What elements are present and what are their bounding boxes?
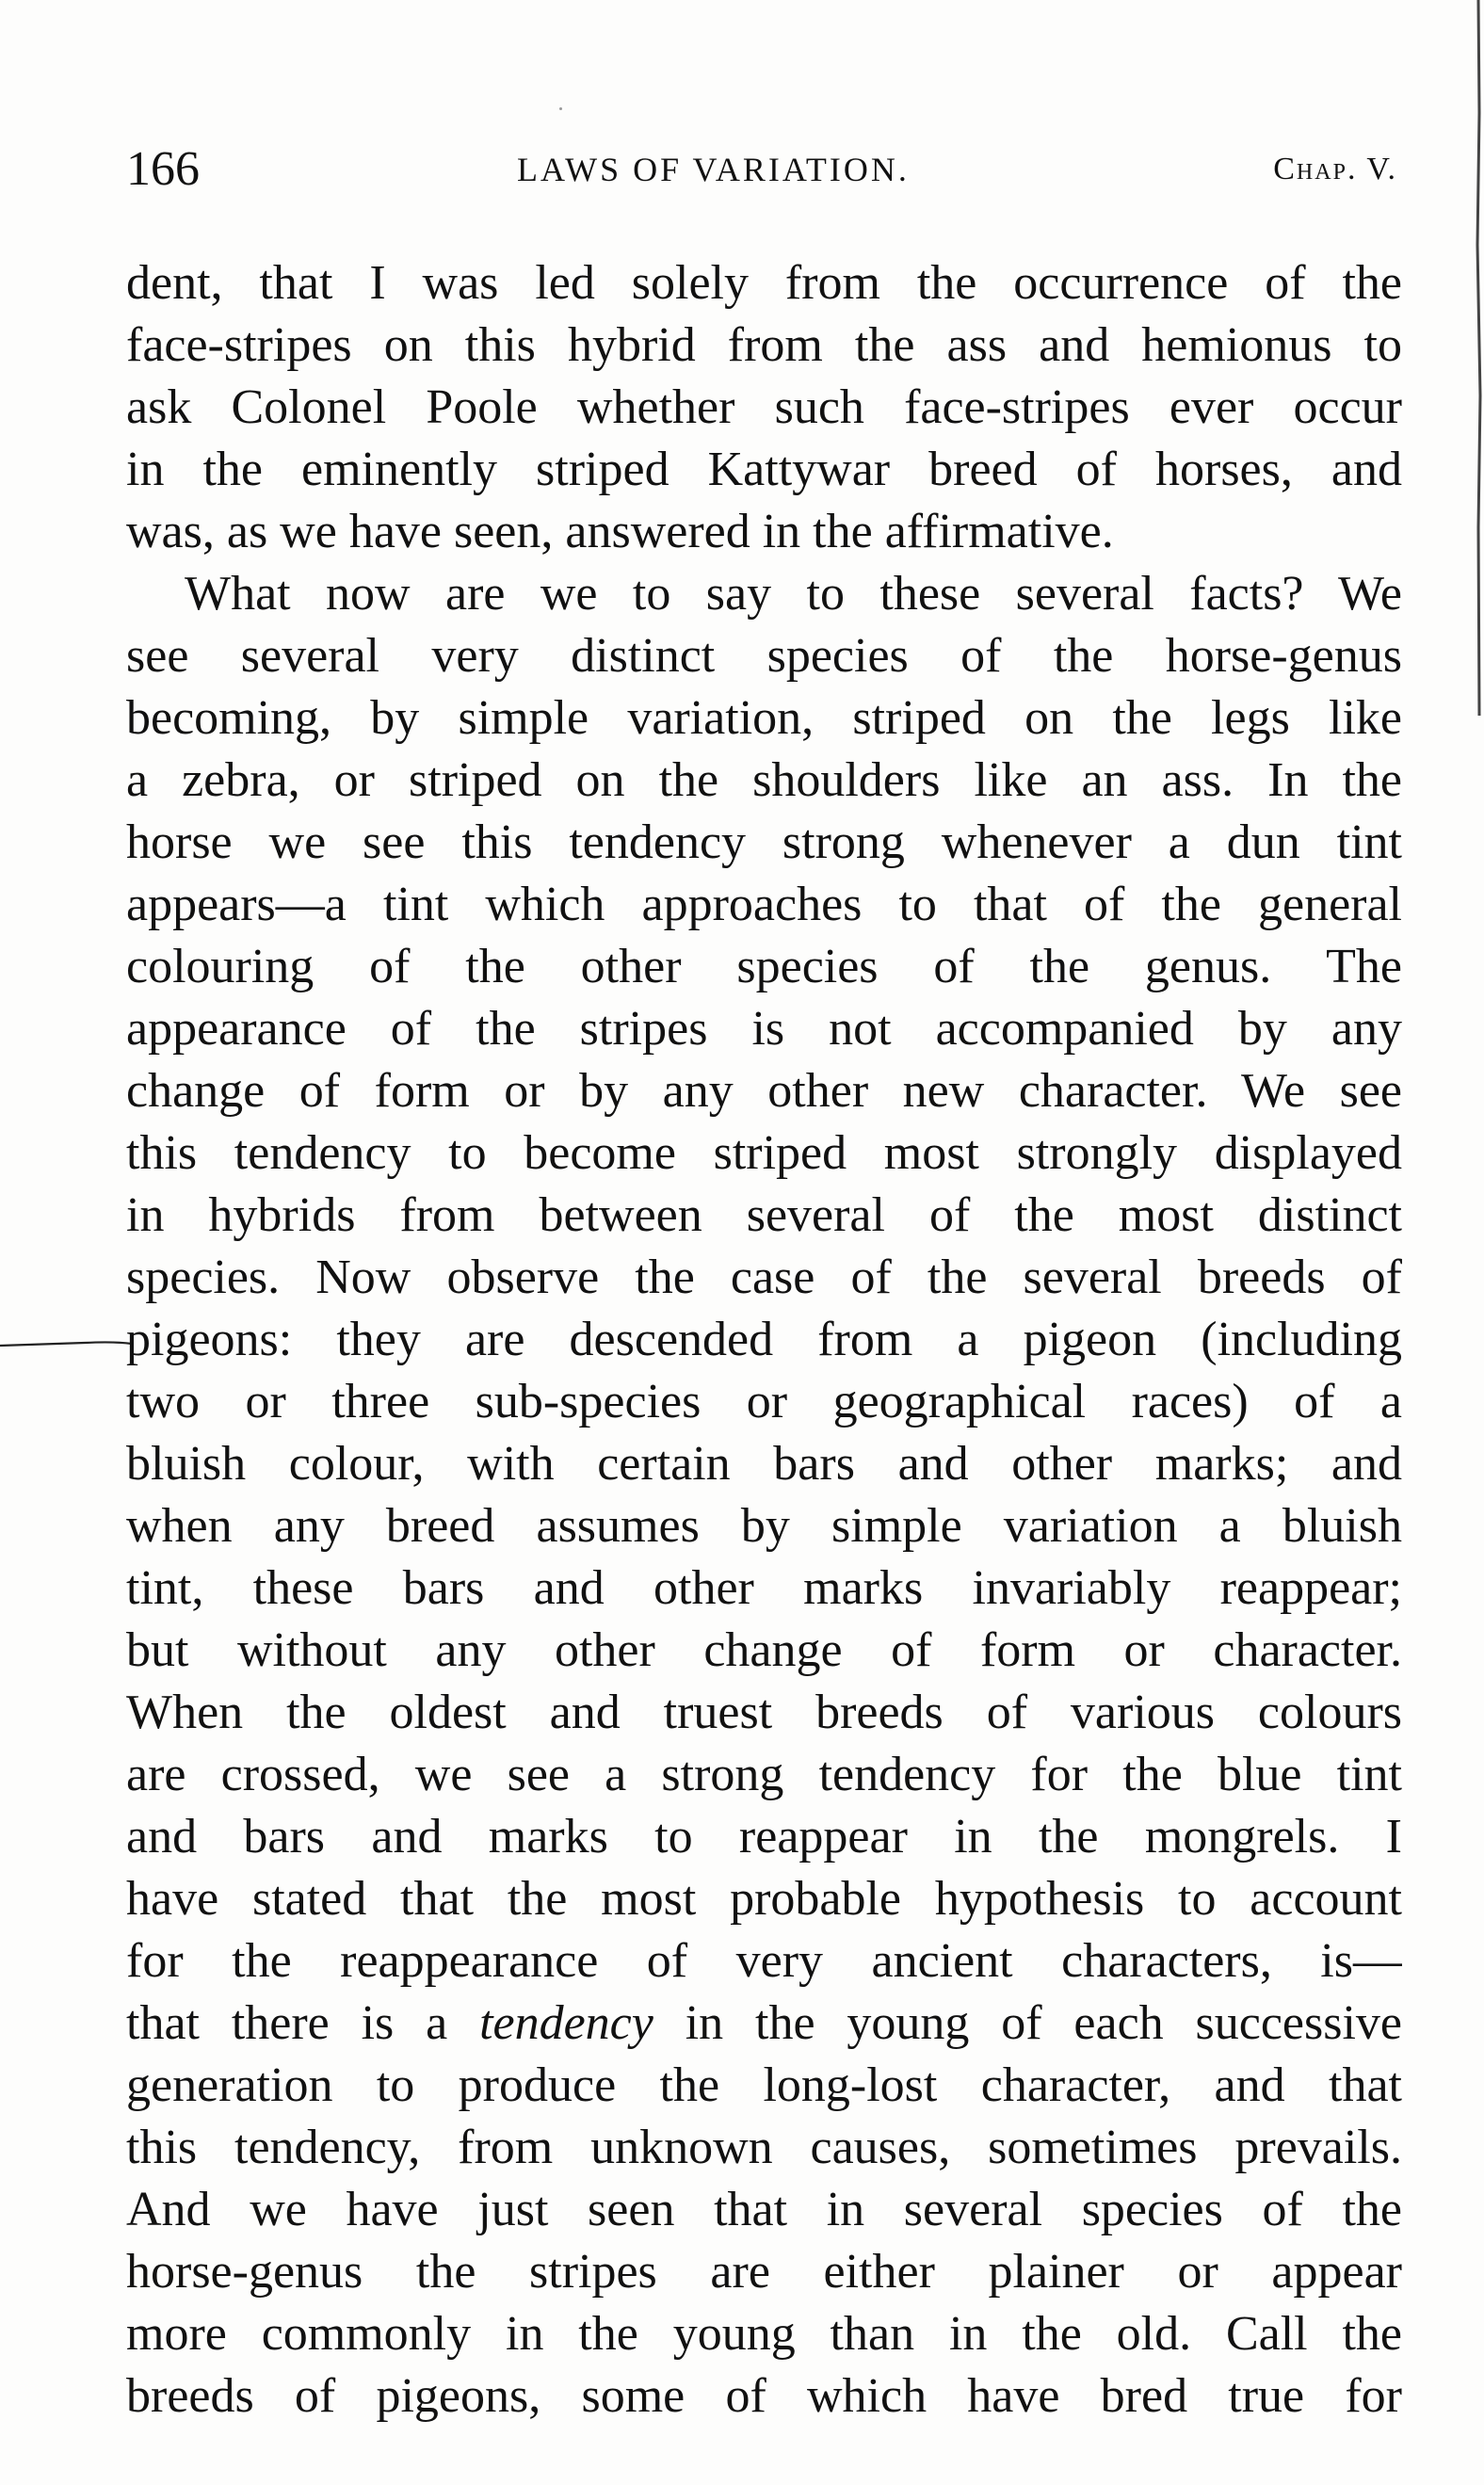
line-text: are crossed, we see a strong tendency for the blue tint [126, 1748, 1402, 1801]
line-text: when any breed assumes by simple variation a bluish [126, 1499, 1402, 1553]
text-line [126, 377, 1402, 439]
line-text: When the oldest and truest breeds of various colours [126, 1686, 1402, 1739]
line-text: ask Colonel Poole whether such face-stripes ever occur [126, 380, 1402, 434]
line-text: in hybrids from between several of the most distinct [126, 1188, 1402, 1242]
text-line [126, 1495, 1402, 1557]
line-text: this tendency to become striped most strongly displayed [126, 1126, 1402, 1180]
text-line [126, 812, 1402, 874]
text-line [126, 625, 1402, 687]
line-text: dent, that I was led solely from the occurrence of the [126, 256, 1402, 310]
text-line [126, 998, 1402, 1060]
text-line [126, 1247, 1402, 1309]
text-line [126, 1868, 1402, 1930]
line-text: horse we see this tendency strong whenever a dun tint [126, 815, 1402, 869]
body-text [126, 252, 1402, 2428]
text-line [126, 750, 1402, 812]
line-text: bluish colour, with certain bars and other marks; and [126, 1437, 1402, 1491]
text-line [126, 874, 1402, 936]
text-line [126, 1122, 1402, 1185]
text-line [126, 1744, 1402, 1806]
text-line [126, 315, 1402, 377]
line-text: have stated that the most probable hypothesis to account [126, 1872, 1402, 1926]
line-text: and bars and marks to reappear in the mongrels. I [126, 1810, 1402, 1864]
line-text: two or three sub-species or geographical races) of a [126, 1375, 1402, 1428]
text-line [126, 1620, 1402, 1682]
text-line [126, 1930, 1402, 1993]
paper-speck [559, 107, 562, 110]
text-line [126, 2117, 1402, 2179]
line-text: And we have just seen that in several species of the [126, 2183, 1402, 2236]
text-line [126, 1557, 1402, 1620]
text-line [126, 2179, 1402, 2241]
line-text: face-stripes on this hybrid from the ass and hemionus to [126, 318, 1402, 372]
line-text: colouring of the other species of the genus. The [126, 940, 1402, 993]
line-text: was, as we have seen, answered in the affirmative. [126, 505, 1114, 558]
line-text: becoming, by simple variation, striped on the legs like [126, 691, 1402, 745]
line-text: What now are we to say to these several facts? We [185, 567, 1402, 621]
text-line [126, 439, 1402, 501]
line-text: but without any other change of form or character. [126, 1623, 1402, 1677]
text-line [126, 1371, 1402, 1433]
text-line [126, 1806, 1402, 1868]
text-line [126, 1060, 1402, 1122]
line-text: that there is a [126, 1996, 480, 2050]
running-title: LAWS OF VARIATION. [517, 151, 910, 188]
text-line [126, 2365, 1402, 2428]
text-line [126, 1682, 1402, 1744]
text-line [126, 1993, 1402, 2055]
line-text: appearance of the stripes is not accompanied by any [126, 1002, 1402, 1056]
page-edge-shadow [1473, 0, 1484, 716]
line-text: in the young of each successive [653, 1996, 1402, 2050]
line-text: generation to produce the long-lost character, and that [126, 2058, 1402, 2112]
text-line [126, 687, 1402, 750]
text-line [126, 2303, 1402, 2365]
text-line [126, 2055, 1402, 2117]
line-text: tint, these bars and other marks invariably reappear; [126, 1561, 1402, 1615]
line-text: species. Now observe the case of the several breeds of [126, 1251, 1402, 1304]
margin-pencil-mark [0, 1338, 132, 1351]
line-text: change of form or by any other new character. We see [126, 1064, 1402, 1118]
line-text: see several very distinct species of the horse-genus [126, 629, 1402, 683]
line-text: horse-genus the stripes are either plainer or appear [126, 2245, 1402, 2299]
text-line [126, 252, 1402, 315]
line-text: breeds of pigeons, some of which have bred true for [126, 2369, 1402, 2423]
page-header [126, 132, 1397, 207]
line-text: for the reappearance of very ancient characters, is— [126, 1934, 1402, 1988]
text-line [126, 1433, 1402, 1495]
text-line [126, 501, 1402, 563]
chapter-label: Chap. V. [1273, 152, 1397, 186]
page-number: 166 [126, 142, 200, 196]
text-line [126, 1309, 1402, 1371]
text-line [126, 2241, 1402, 2303]
line-text: appears—a tint which approaches to that of the general [126, 878, 1402, 931]
line-text: pigeons: they are descended from a pigeon (including [126, 1313, 1402, 1366]
italic-word: tendency [479, 1996, 653, 2050]
text-line [126, 563, 1402, 625]
text-line [126, 936, 1402, 998]
line-text: more commonly in the young than in the old. Call the [126, 2307, 1402, 2361]
line-text: a zebra, or striped on the shoulders like an ass. In the [126, 753, 1402, 807]
line-text: this tendency, from unknown causes, sometimes prevails. [126, 2121, 1402, 2174]
text-line [126, 1185, 1402, 1247]
line-text: in the eminently striped Kattywar breed of horses, and [126, 443, 1402, 496]
